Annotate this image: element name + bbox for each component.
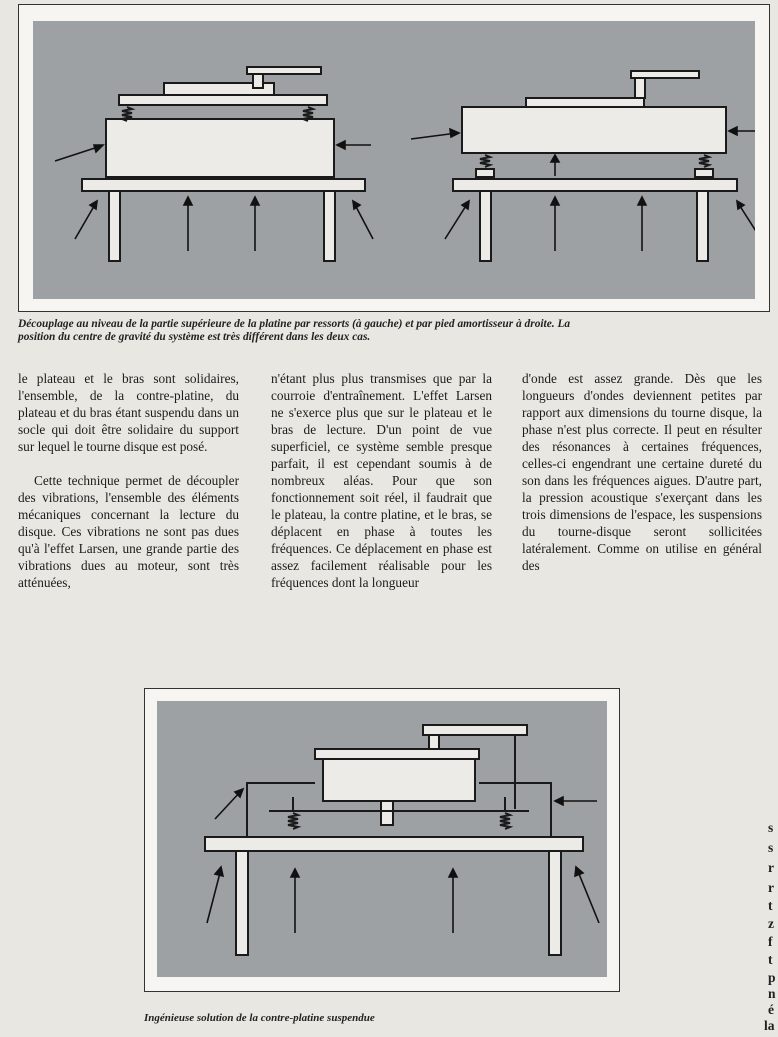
left-tonearm-post — [253, 74, 263, 88]
right-table-leg-left — [480, 191, 491, 261]
right-platter — [526, 98, 644, 107]
top-caption-line-2: position du centre de gravité du système est très différent dans les deux cas. — [18, 331, 371, 343]
top-caption-line-1: Découplage au niveau de la partie supérieure de la platine par ressorts (à gauche) et par pied amortisseur à droite. La — [18, 318, 571, 330]
bottom-table-leg-left — [236, 851, 248, 955]
edge-letter: r — [768, 860, 774, 875]
bottom-figure-caption: Ingénieuse solution de la contre-platine suspendue — [144, 1012, 375, 1024]
right-tonearm-base — [631, 71, 699, 78]
bottom-table-leg-right — [549, 851, 561, 955]
edge-letter: la — [764, 1018, 775, 1033]
bottom-figure-illustration — [157, 701, 607, 977]
edge-letter: f — [768, 934, 773, 949]
bottom-spring-left — [288, 813, 298, 829]
col1-paragraph-1: le plateau et le bras sont solidaires, l'ensemble, de la contre-platine, du plateau et du bras étant suspendu dans un socle qui doit être solidaire du support sur lequel le tourne disque est posé. — [18, 371, 239, 454]
top-figure-caption — [18, 318, 778, 344]
left-table-top — [82, 179, 365, 191]
right-damper-right — [699, 155, 709, 167]
edge-letter: t — [768, 898, 773, 913]
bottom-platter-body — [323, 759, 475, 801]
right-table-leg-right — [697, 191, 708, 261]
bottom-figure-drawing — [157, 701, 607, 977]
top-figure-drawing — [33, 21, 755, 299]
right-table-top — [453, 179, 737, 191]
edge-letter: t — [768, 952, 773, 967]
text-column-3 — [522, 370, 762, 574]
right-foot-left — [476, 169, 494, 177]
right-foot-right — [695, 169, 713, 177]
edge-letter: n — [768, 986, 776, 1001]
col3-paragraph-1: d'onde est assez grande. Dès que les longueurs d'ondes deviennent petites par rapport aux dimensions du tourne disque, la phase n'est plus correcte. Il peut en résulter des résonances à certaines fréquences, celles-ci engendrant une certaine dureté du son dans les fréquences aigues. D'autre part, la pression acoustique s'exerçant dans les trois dimensions de l'espace, les suspensions du tourne-disque seront sollicitées latéralement. Comme on utilise en général des — [522, 371, 762, 573]
edge-letter: s — [768, 840, 774, 855]
left-plinth — [106, 119, 334, 177]
bottom-figure-frame — [144, 688, 620, 992]
bottom-platter-top — [315, 749, 479, 759]
left-table-leg-left — [109, 191, 120, 261]
top-figure-frame — [18, 4, 770, 312]
bottom-tonearm-base — [423, 725, 527, 735]
edge-letter: é — [768, 1002, 774, 1017]
bottom-table-top — [205, 837, 583, 851]
edge-letter: s — [768, 820, 774, 835]
top-figure-illustration — [33, 21, 755, 299]
bottom-spindle — [381, 801, 393, 825]
right-tonearm-post — [635, 78, 645, 98]
left-damper-right — [480, 155, 490, 167]
right-plinth — [462, 107, 726, 153]
left-table-leg-right — [324, 191, 335, 261]
edge-letter: r — [768, 880, 774, 895]
left-tonearm-base — [247, 67, 321, 74]
bottom-spring-right — [500, 813, 510, 829]
edge-letter: z — [768, 916, 774, 931]
bottom-tonearm-post — [429, 735, 439, 749]
left-subchassis — [119, 95, 327, 105]
col1-paragraph-2: Cette technique permet de découpler des vibrations, l'ensemble des éléments mécaniques concernant la lecture du disque. Ces vibrations ne sont pas dues qu'à l'effet Larsen, une grande partie des vibrations dues au moteur, sont très atténuées, — [18, 473, 239, 590]
text-column-2 — [271, 370, 492, 591]
edge-letter: p — [768, 970, 776, 985]
text-column-1 — [18, 370, 239, 591]
col2-paragraph-1: n'étant plus plus transmises que par la courroie d'entraînement. L'effet Larsen ne s'exerce plus que sur le plateau et le bras de lecture. D'un point de vue superficiel, ce système semble presque parfait, il est cependant soumis à de nombreux aléas. Pour que son fonctionnement soit réel, il faudrait que le plateau, la contre platine, et le bras, se déplacent en phase à toutes les fréquences. Ce déplacement en phase est assez facilement réalisable pour les fréquences dont la longueur — [271, 371, 492, 590]
